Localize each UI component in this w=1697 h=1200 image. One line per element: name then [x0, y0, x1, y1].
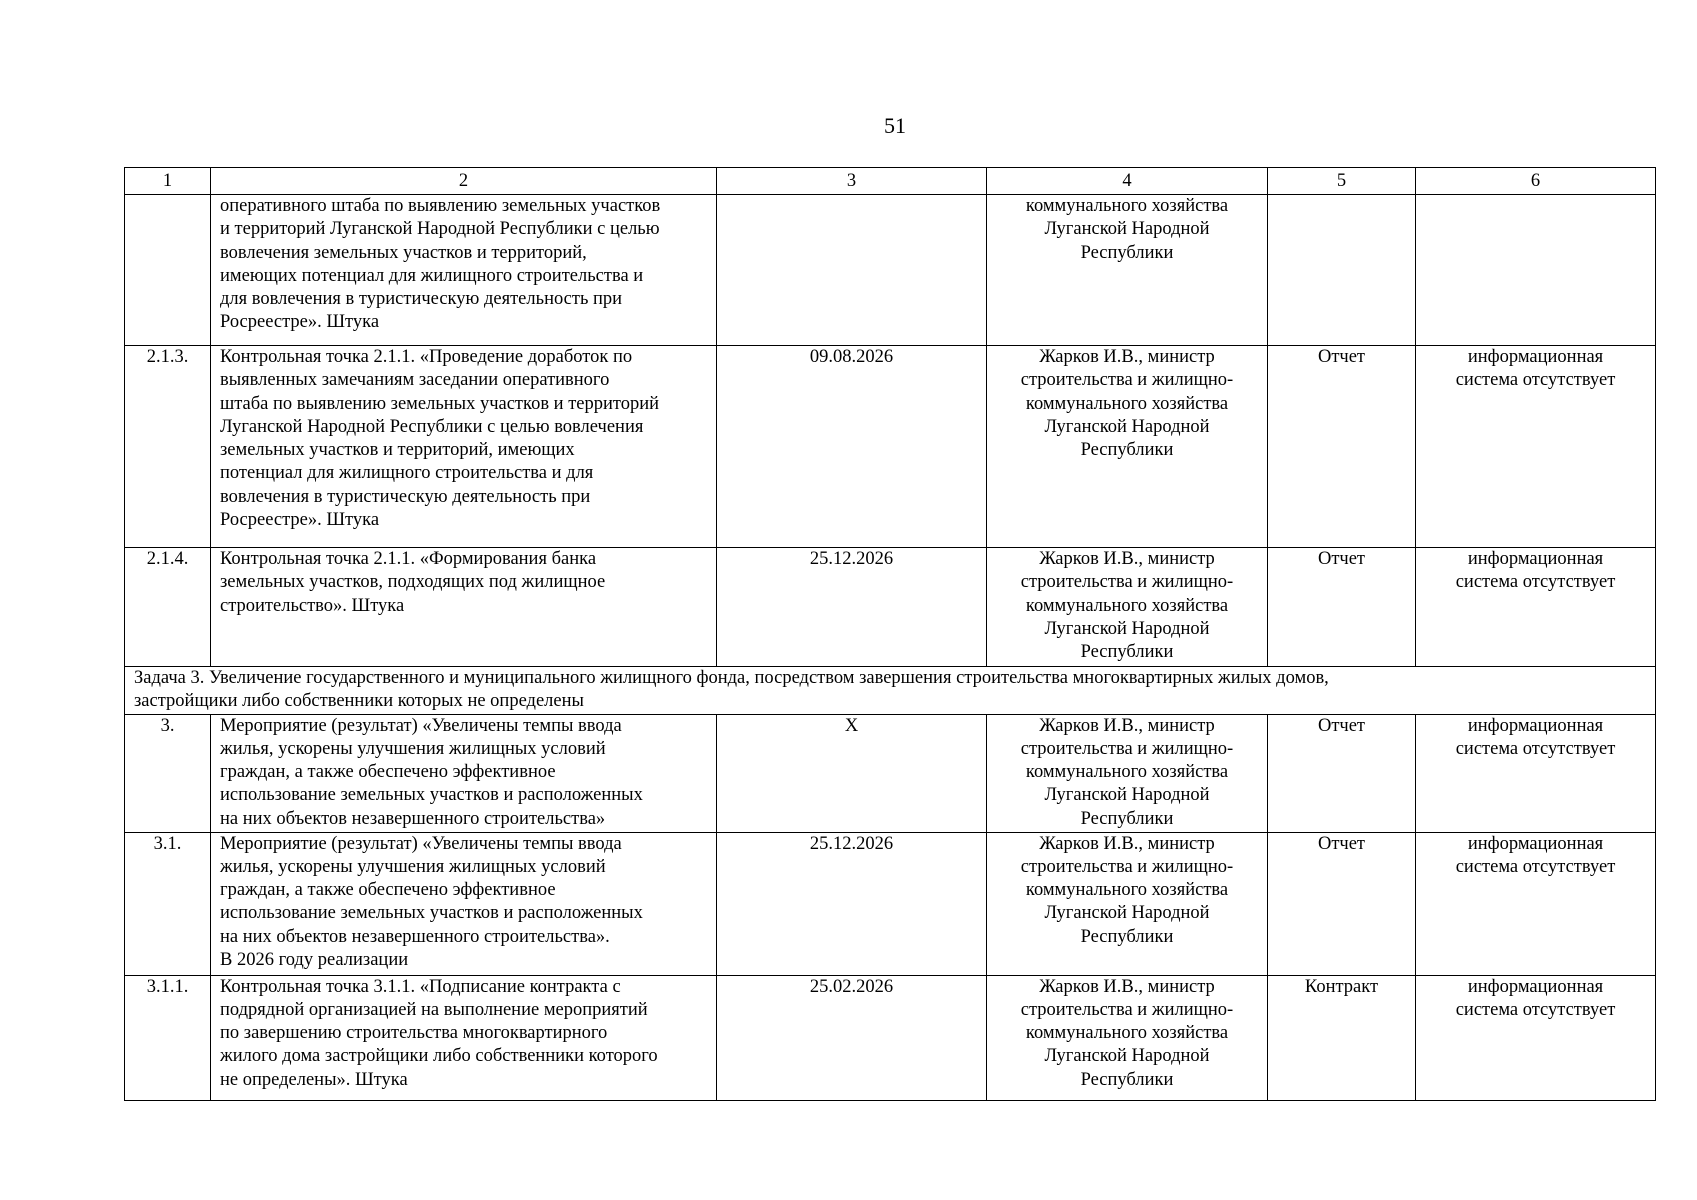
text-line: Контрольная точка 3.1.1. «Подписание контракта с [220, 976, 621, 997]
header-cell: 1 [125, 168, 211, 195]
text-line: использование земельных участков и расположенных [220, 785, 643, 806]
table-row [125, 832, 1656, 975]
header-cell: 6 [1416, 168, 1656, 195]
text-line: граждан, а также обеспечено эффективное [220, 762, 556, 783]
responsible-cell [987, 195, 1268, 346]
text-line: информационная [1467, 549, 1604, 569]
text-line: подрядной организацией на выполнение мероприятий [220, 999, 648, 1020]
plan-table [124, 167, 1656, 1101]
page-number: 51 [884, 113, 906, 138]
text-line: Луганской Народной [1044, 1046, 1210, 1067]
text-line: штаба по выявлению земельных участков и территорий [220, 393, 660, 414]
text-line: земельных участков, подходящих под жилищное [220, 572, 606, 593]
header-cell: 4 [987, 168, 1268, 195]
text-line: строительства и жилищно- [1020, 856, 1234, 877]
text-line: Жарков И.В., министр [1039, 976, 1215, 997]
text-line: строительства и жилищно- [1020, 999, 1234, 1020]
text-line: Росреестре». Штука [220, 510, 380, 531]
text-line: жилья, ускорены улучшения жилищных условий [220, 856, 606, 877]
document-cell: Контракт [1268, 975, 1416, 1100]
number-cell: 2.1.3. [125, 346, 211, 548]
text-line: по завершению строительства многоквартирного [220, 1023, 608, 1044]
description-cell [211, 832, 717, 975]
text-line: Контрольная точка 2.1.1. «Проведение доработок по [220, 347, 633, 367]
date-cell [717, 195, 987, 346]
text-line: Мероприятие (результат) «Увеличены темпы ввода [220, 833, 622, 854]
description-cell [211, 195, 717, 346]
text-line: информационная [1467, 715, 1604, 736]
info-system-cell [1416, 975, 1656, 1100]
responsible-cell [987, 548, 1268, 667]
text-line: В 2026 году реализации [220, 950, 409, 971]
responsible-cell [987, 832, 1268, 975]
text-line: на них объектов незавершенного строительства». [220, 926, 610, 947]
text-line: Республики [1080, 926, 1174, 947]
text-line: Контрольная точка 2.1.1. «Формирования банка [220, 549, 597, 569]
document-cell [1268, 195, 1416, 346]
table-header-row [125, 168, 1656, 195]
responsible-cell [987, 714, 1268, 832]
text-line: коммунального хозяйства [1025, 1023, 1229, 1044]
text-line: система отсутствует [1455, 572, 1616, 593]
document-cell: Отчет [1268, 346, 1416, 548]
text-line: оперативного штаба по выявлению земельных участков [220, 196, 661, 216]
text-line: информационная [1467, 347, 1604, 367]
text-line: Жарков И.В., министр [1039, 715, 1215, 736]
info-system-cell [1416, 195, 1656, 346]
text-line: не определены». Штука [220, 1069, 408, 1090]
text-line: строительства и жилищно- [1020, 738, 1234, 759]
text-line: Республики [1080, 242, 1174, 263]
table-row [125, 346, 1656, 548]
text-line: жилья, ускорены улучшения жилищных условий [220, 738, 606, 759]
text-line: Жарков И.В., министр [1039, 347, 1215, 367]
text-line: Республики [1080, 642, 1174, 663]
date-cell: 09.08.2026 [717, 346, 987, 548]
info-system-cell [1416, 346, 1656, 548]
text-line: Задача 3. Увеличение государственного и муниципального жилищного фонда, посредством завершения строительства многоквартирных жилых домов, [134, 668, 1329, 688]
text-line: коммунального хозяйства [1025, 595, 1229, 616]
text-line: Жарков И.В., министр [1039, 549, 1215, 569]
text-line: коммунального хозяйства [1025, 880, 1229, 901]
text-line: застройщики либо собственники которых не определены [134, 691, 584, 712]
table-row [125, 548, 1656, 667]
number-cell: 3. [125, 714, 211, 832]
text-line: система отсутствует [1455, 370, 1616, 391]
text-line: информационная [1467, 976, 1604, 997]
text-line: система отсутствует [1455, 999, 1616, 1020]
text-line: выявленных замечаниям заседании оперативного [220, 370, 610, 391]
text-line: вовлечения в туристическую деятельность при [220, 486, 591, 507]
task-cell [125, 667, 1656, 715]
date-cell: 25.12.2026 [717, 548, 987, 667]
info-system-cell [1416, 832, 1656, 975]
responsible-cell [987, 346, 1268, 548]
text-line: и территорий Луганской Народной Республики с целью [220, 219, 660, 240]
text-line: Росреестре». Штука [220, 312, 380, 333]
table-row [125, 975, 1656, 1100]
description-cell [211, 346, 717, 548]
text-line: Луганской Народной [1044, 219, 1210, 240]
text-line: использование земельных участков и расположенных [220, 903, 643, 924]
text-line: имеющих потенциал для жилищного строительства и [220, 265, 644, 286]
text-line: на них объектов незавершенного строительства» [220, 808, 606, 829]
header-cell: 5 [1268, 168, 1416, 195]
text-line: Луганской Народной [1044, 903, 1210, 924]
header-cell: 2 [211, 168, 717, 195]
text-line: строительства и жилищно- [1020, 572, 1234, 593]
description-cell [211, 714, 717, 832]
task-row [125, 667, 1656, 715]
text-line: Мероприятие (результат) «Увеличены темпы ввода [220, 715, 622, 736]
text-line: система отсутствует [1455, 856, 1616, 877]
text-line: Луганской Народной [1044, 785, 1210, 806]
text-line: Республики [1080, 808, 1174, 829]
date-cell: 25.02.2026 [717, 975, 987, 1100]
info-system-cell [1416, 548, 1656, 667]
text-line: жилого дома застройщики либо собственники которого [220, 1046, 658, 1067]
document-cell: Отчет [1268, 832, 1416, 975]
text-line: Республики [1080, 1069, 1174, 1090]
text-line: система отсутствует [1455, 738, 1616, 759]
number-cell: 3.1.1. [125, 975, 211, 1100]
date-cell: X [717, 714, 987, 832]
number-cell: 2.1.4. [125, 548, 211, 667]
text-line: коммунального хозяйства [1025, 762, 1229, 783]
header-cell: 3 [717, 168, 987, 195]
document-cell: Отчет [1268, 714, 1416, 832]
text-line: для вовлечения в туристическую деятельность при [220, 289, 623, 310]
text-line: Республики [1080, 440, 1174, 461]
text-line: информационная [1467, 833, 1604, 854]
description-cell [211, 548, 717, 667]
info-system-cell [1416, 714, 1656, 832]
date-cell: 25.12.2026 [717, 832, 987, 975]
description-cell [211, 975, 717, 1100]
text-line: строительства и жилищно- [1020, 370, 1234, 391]
text-line: Луганской Народной [1044, 416, 1210, 437]
text-line: Луганской Народной [1044, 618, 1210, 639]
text-line: Луганской Народной Республики с целью вовлечения [220, 416, 644, 437]
text-line: строительство». Штука [220, 595, 405, 616]
document-cell: Отчет [1268, 548, 1416, 667]
number-cell: 3.1. [125, 832, 211, 975]
text-line: вовлечения земельных участков и территорий, [220, 242, 587, 263]
text-line: коммунального хозяйства [1025, 393, 1229, 414]
text-line: граждан, а также обеспечено эффективное [220, 880, 556, 901]
table-row [125, 195, 1656, 346]
table-row [125, 714, 1656, 832]
text-line: Жарков И.В., министр [1039, 833, 1215, 854]
responsible-cell [987, 975, 1268, 1100]
text-line: потенциал для жилищного строительства и для [220, 463, 594, 484]
text-line: земельных участков и территорий, имеющих [220, 440, 575, 461]
number-cell [125, 195, 211, 346]
text-line: коммунального хозяйства [1025, 196, 1229, 216]
